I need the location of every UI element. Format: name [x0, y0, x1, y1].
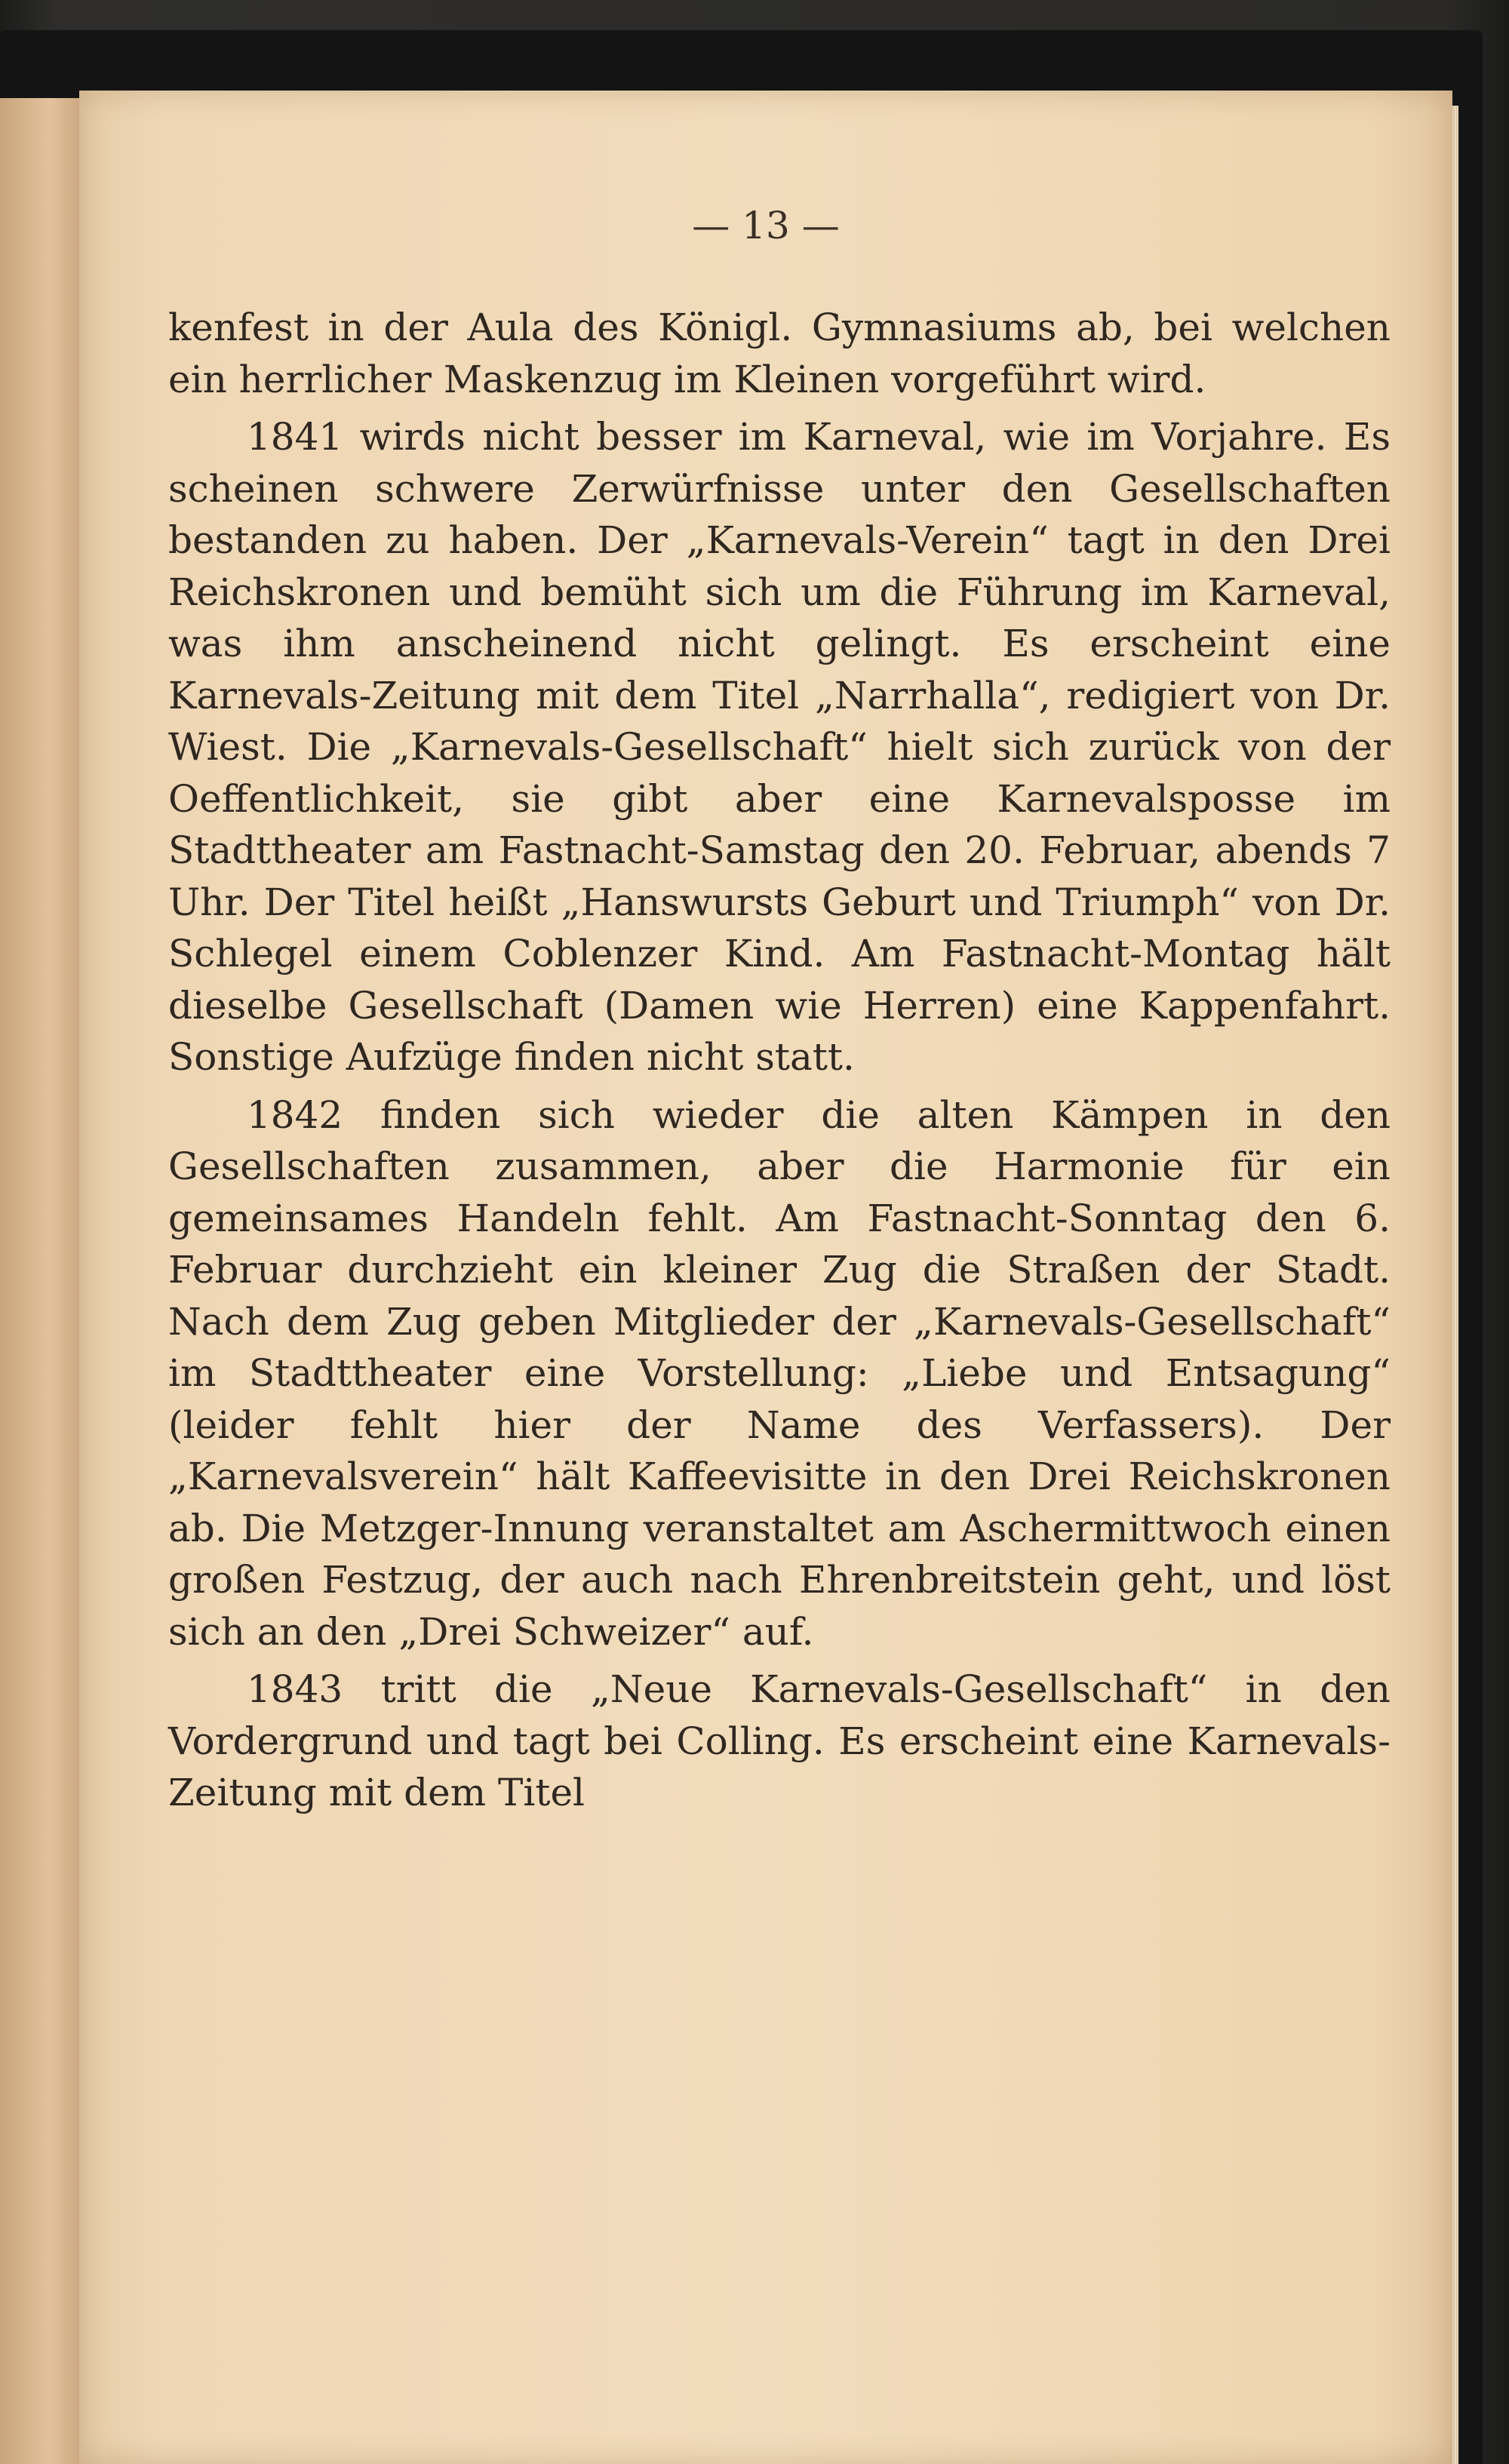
- page-body-text: [168, 302, 1391, 1825]
- paragraph-1841: 1841 wirds nicht besser im Karneval, wie im Vorjahre. Es scheinen schwere Zerwürfnisse unter den Gesellschaften bestanden zu haben. Der „Karnevals-Verein“ tagt in den Drei Reichskronen und bemüht sich um die Führung im Karneval, was ihm anscheinend nicht gelingt. Es erscheint eine Karnevals-Zeitung mit dem Titel „Narrhalla“, redigiert von Dr. Wiest. Die „Karnevals-Gesellschaft“ hielt sich zurück von der Oeffentlichkeit, sie gibt aber eine Karnevalsposse im Stadttheater am Fastnacht-Samstag den 20. Februar, abends 7 Uhr. Der Titel heißt „Hanswursts Geburt und Triumph“ von Dr. Schlegel einem Coblenzer Kind. Am Fastnacht-Montag hält dieselbe Gesellschaft (Damen wie Herren) eine Kappenfahrt. Sonstige Aufzüge finden nicht statt.: [168, 415, 1391, 1079]
- paragraph-1843: 1843 tritt die „Neue Karnevals-Gesellschaft“ in den Vordergrund und tagt bei Colling. Es erscheint eine Karnevals-Zeitung mit dem Titel: [168, 1667, 1391, 1814]
- page-number: — 13 —: [692, 204, 840, 247]
- previous-page-edge: [0, 98, 83, 2464]
- paragraph-1842: 1842 finden sich wieder die alten Kämpen in den Gesellschaften zusammen, aber die Harmonie für ein gemeinsames Handeln fehlt. Am Fastnacht-Sonntag den 6. Februar durchzieht ein kleiner Zug die Straßen der Stadt. Nach dem Zug geben Mitglieder der „Karnevals-Gesellschaft“ im Stadttheater eine Vorstellung: „Liebe und Entsagung“ (leider fehlt hier der Name des Verfassers). Der „Karnevalsverein“ hält Kaffeevisitte in den Drei Reichskronen ab. Die Metzger-Innung veranstaltet am Aschermittwoch einen großen Festzug, der auch nach Ehrenbreitstein geht, und löst sich an den „Drei Schweizer“ auf.: [168, 1092, 1391, 1654]
- paragraph-continuation: kenfest in der Aula des Königl. Gymnasiums ab, bei welchen ein herrlicher Maskenzug im Kleinen vorgeführt wird.: [168, 306, 1391, 401]
- book-page: [79, 91, 1452, 2464]
